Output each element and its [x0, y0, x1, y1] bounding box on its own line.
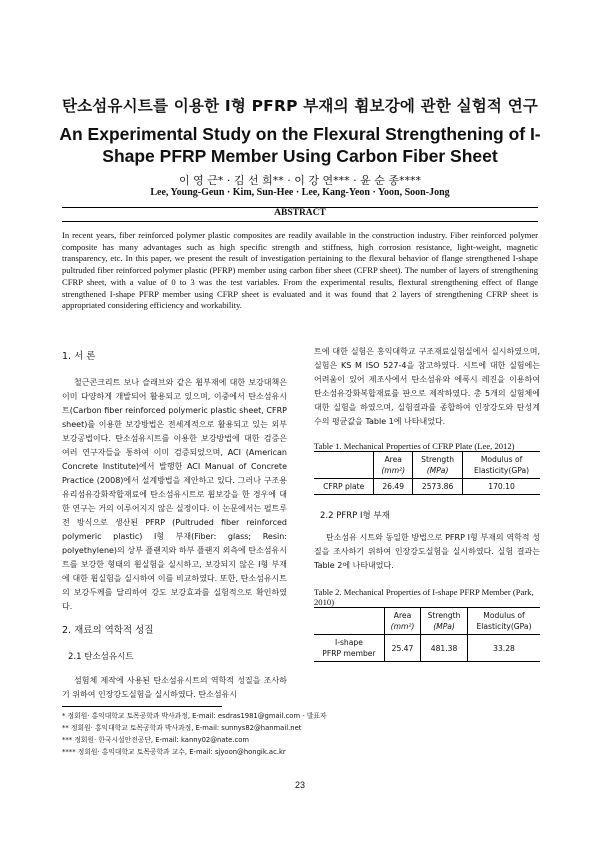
table-2-header-strength: Strength (MPa) [421, 608, 468, 635]
table-2-row-label: I-shape PFRP member [314, 635, 384, 662]
korean-title: 탄소섬유시트를 이용한 I형 PFRP 부재의 휨보강에 관한 실험적 연구 [61, 97, 539, 115]
section-1-heading: 1. 서 론 [62, 351, 96, 362]
table-2-cell-strength: 481.38 [421, 635, 468, 662]
subsection-2-1-heading: 2.1 탄소섬유시트 [68, 652, 134, 662]
footnotes [62, 710, 538, 758]
abstract-heading: ABSTRACT [274, 208, 326, 218]
table-1-caption: Table 1. Mechanical Properties of CFRP Plate (Lee, 2012) [314, 441, 515, 451]
table-2-cell-area: 25.47 [384, 635, 420, 662]
table-1-row-label: CFRP plate [314, 479, 374, 495]
table-2 [314, 607, 540, 662]
table-2-caption: Table 2. Mechanical Properties of I-shape PFRP Member (Park, 2010) [314, 587, 534, 607]
table-1-header-empty [314, 452, 374, 479]
authors-korean: 이 영 근* · 김 선 희** · 이 강 연*** · 윤 순 종**** [179, 174, 421, 187]
footnote-4: **** 정회원· 홍익대학교 토목공학과 교수, E-mail: sjyoon@hongik.ac.kr [62, 748, 286, 756]
footnote-rule [62, 706, 222, 707]
english-title: An Experimental Study on the Flexural Strengthening of I-Shape PFRP Member Using Carbon Fiber Sheet [59, 124, 541, 166]
authors-english: Lee, Young-Geun · Kim, Sun-Hee · Lee, Kang-Yeon · Yoon, Soon-Jong [150, 187, 450, 198]
table-2-header-area: Area (mm²) [384, 608, 420, 635]
table-2-cell-modulus: 33.28 [468, 635, 541, 662]
table-2-header-modulus: Modulus of Elasticity(GPa) [468, 608, 541, 635]
footnote-2: ** 정회원· 홍익대학교 토목공학과 박사과정, E-mail: sunnys82@hanmail.net [62, 724, 302, 732]
section-1-paragraph: 철근콘크리트 보나 슬래브와 같은 휨부재에 대한 보강대책은 이미 다양하게 개발되어 활용되고 있으며, 이중에서 탄소섬유시트(Carbon fiber reinforced polymeric plastic sheet, CFRP sheet)를 이용한 보강방법은 전세계적으로 활용되고 있는 외부보강공법이다. 탄소섬유시트를 이용한 보강방법에 대한 검증은 여러 연구자들을 통하여 이미 검증되었으며, ACI (American Concrete Institute)에서 발행한 ACI Manual of Concrete Practice (2008)에서 설계방법을 제안하고 있다. 그러나 구조용 유리섬유강화작합재료에 탄소섬유시트로 휨보강을 한 경우에 대한 연구는 거의 이루어지지 않은 실정이다. 이 논문에서는 펄트루전 방식으로 생산된 PFRP (Pultruded fiber reinforced polymeric plastic) I형 부재(Fiber: glass; Resin: polyethylene)의 상부 플랜지와 하부 플랜지 외측에 탄소섬유시트를 보강한 형태의 휨실험을 실시하고, 보강되지 않은 I형 부재에 대한 휨실험을 실시하여 이를 비교하였다. 또한, 탄소섬유시트의 보강두께를 달리하여 강도 보강효과를 실험적으로 확인하였다. [62, 378, 287, 611]
subsection-2-1-paragraph-right: 트에 대한 실험은 홍익대학교 구조재료실험실에서 실시하였으며, 실험은 KS M ISO 527-4을 참고하였다. 시트에 대한 실험에는 어려움이 있어 제조사에서 탄소섬유와 에폭시 레진을 이용하여 탄소섬유강화복합재료를 판으로 제작하였다. 총 5개의 실험체에 대한 실험을 하였으며, 실험결과를 종합하여 인장강도와 탄성계수의 평균값을 Table 1에 나타내었다. [314, 347, 540, 426]
subsection-2-2-heading: 2.2 PFRP I형 부재 [320, 511, 390, 521]
left-column [62, 350, 287, 702]
section-2-heading: 2. 재료의 역학적 성질 [62, 625, 154, 636]
table-1 [314, 451, 540, 495]
page-number: 23 [294, 780, 305, 790]
footnote-3: *** 정회원· 한국시설안전공단, E-mail: kanny02@nate.com [62, 736, 250, 744]
table-1-cell-modulus: 170.10 [463, 479, 540, 495]
footnote-1: * 정회원· 홍익대학교 토목공학과 박사과정, E-mail: esdras1981@gmail.com - 발표자 [62, 712, 327, 720]
table-1-header-area: Area (mm²) [374, 452, 413, 479]
subsection-2-1-paragraph-left: 섬험체 제작에 사용된 탄소섬유시트의 역학적 성질을 조사하기 위하여 인장강도실험을 실시하였다. 탄소섬유시 [62, 676, 287, 699]
right-column [314, 345, 540, 662]
table-1-cell-area: 26.49 [374, 479, 413, 495]
table-row [314, 635, 540, 662]
table-row [314, 479, 540, 495]
table-1-header-modulus: Modulus of Elasticity(GPa) [463, 452, 540, 479]
table-1-cell-strength: 2573.86 [413, 479, 463, 495]
subsection-2-2-paragraph: 탄소섬유 시트와 동일한 방법으로 PFRP I형 부재의 역학적 성질을 조사하기 위하여 인장강도실험을 실시하였다. 실험 결과는 Table 2에 나타내었다. [314, 533, 540, 570]
abstract-bottom-rule [62, 221, 538, 222]
table-2-header-empty [314, 608, 384, 635]
abstract-body: In recent years, fiber reinforced polymer plastic composites are readily available in the construction industry. Fiber reinforced polymer composite has many advantages such as high specific strength and stiffness, high corrosion resistance, light-weight, magnetic transparency, etc. In this paper, we present the result of investigation pertaining to the flexural behavior of flange strengthened I-shape pultruded fiber reinforced polymer plastic (PFRP) member using carbon fiber sheet (CFRP sheet). The number of layers of strengthening CFRP sheet, with a value of 0 to 3 was the test variables. From the experimental results, flextural strengthening effect of flange strengthened I-shape PFRP member using CFRP sheet is evaluated and it was found that 2 layers of strengthening CFRP sheet is appropriated considering efficiency and workability. [62, 230, 538, 311]
table-1-header-strength: Strength (MPa) [413, 452, 463, 479]
